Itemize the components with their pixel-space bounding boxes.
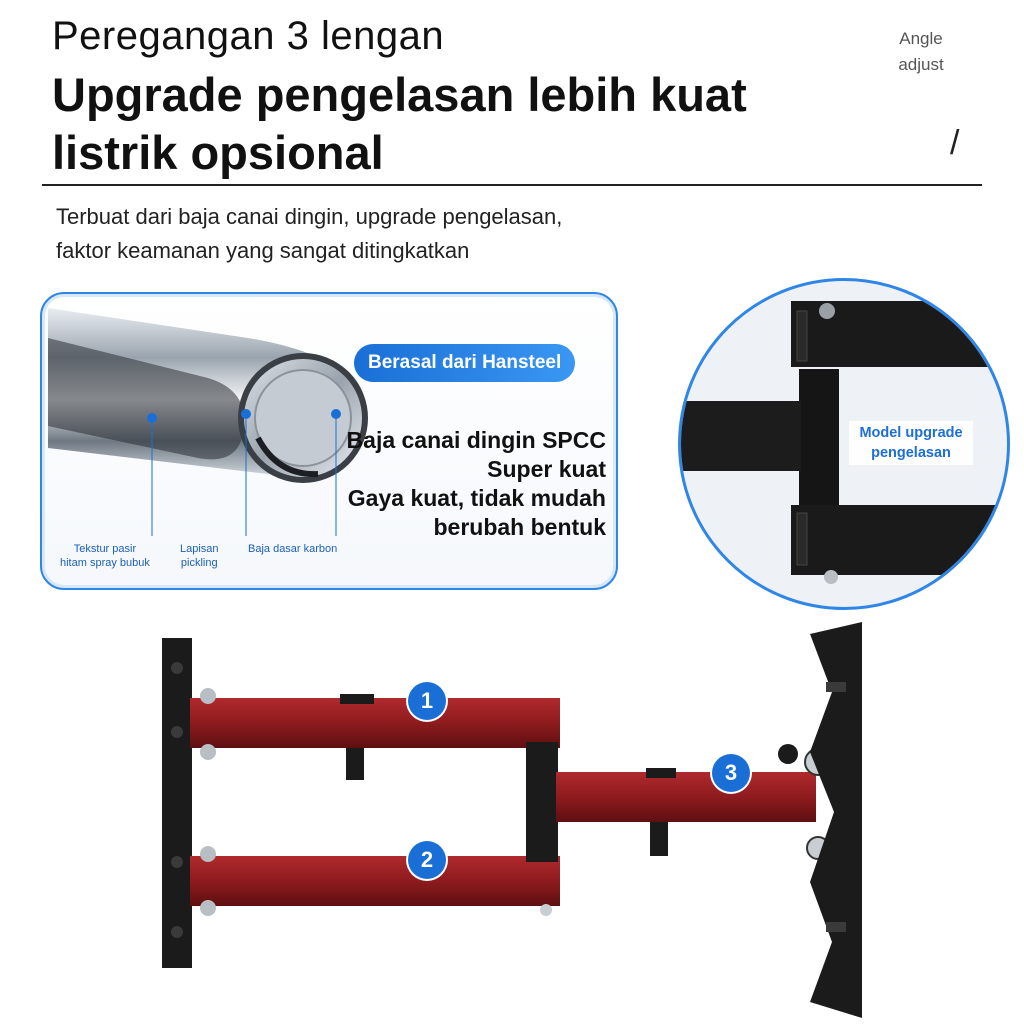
description-line-1: Terbuat dari baja canai dingin, upgrade pengelasan, [56,204,563,229]
pipe-label-pickling-line-1: Lapisan [180,543,219,555]
arm-marker-1: 1 [408,682,446,720]
marker-dot-pickling [241,409,251,419]
origin-badge: Berasal dari Hansteel [354,344,575,382]
tv-plate [810,622,862,1018]
slash-mark: / [950,124,960,162]
feature-item: Baja canai dingin SPCC [346,427,606,453]
pipe-label-carbon [248,542,337,556]
divider [42,184,982,186]
pipe-label-carbon-line-1: Baja dasar karbon [248,543,338,555]
angle-text: Angle [899,29,943,48]
wall-plate [162,638,192,968]
weld-detail-circle [678,278,1010,610]
feature-list [347,426,606,542]
marker-dot-coating [147,413,157,423]
pipe-label-pickling [180,542,219,570]
lower-arm [190,846,560,916]
subtitle: Peregangan 3 lengan [52,14,445,58]
headline [52,66,912,182]
headline-line-1: Upgrade pengelasan lebih kuat [52,68,747,121]
arm-marker-3: 3 [712,754,750,792]
pipe-label-coating-line-2: hitam spray bubuk [60,557,150,569]
pipe-label-coating [60,542,150,570]
headline-line-2: listrik opsional [52,126,384,179]
marker-dot-carbon [331,409,341,419]
pipe-label-pickling-line-2: pickling [180,557,218,569]
pipe-label-coating-line-1: Tekstur pasir [73,543,137,555]
feature-item: berubah bentuk [433,514,606,540]
description [56,200,756,268]
description-line-2: faktor keamanan yang sangat ditingkatkan [56,238,470,263]
weld-detail-label [849,421,973,465]
feature-item: Super kuat [487,456,606,482]
material-panel [40,292,618,590]
pipe-illustration [48,298,368,538]
angle-adjust-label [876,26,966,78]
tv-mount-illustration [150,612,880,1024]
weld-detail-label-line-1: Model upgrade [859,425,963,441]
upper-arm [190,688,560,780]
arm-marker-2: 2 [408,841,446,879]
extension-arm [556,744,831,859]
feature-item: Gaya kuat, tidak mudah [347,485,606,511]
weld-detail-label-line-2: pengelasan [871,445,951,461]
adjust-text: adjust [898,55,944,74]
